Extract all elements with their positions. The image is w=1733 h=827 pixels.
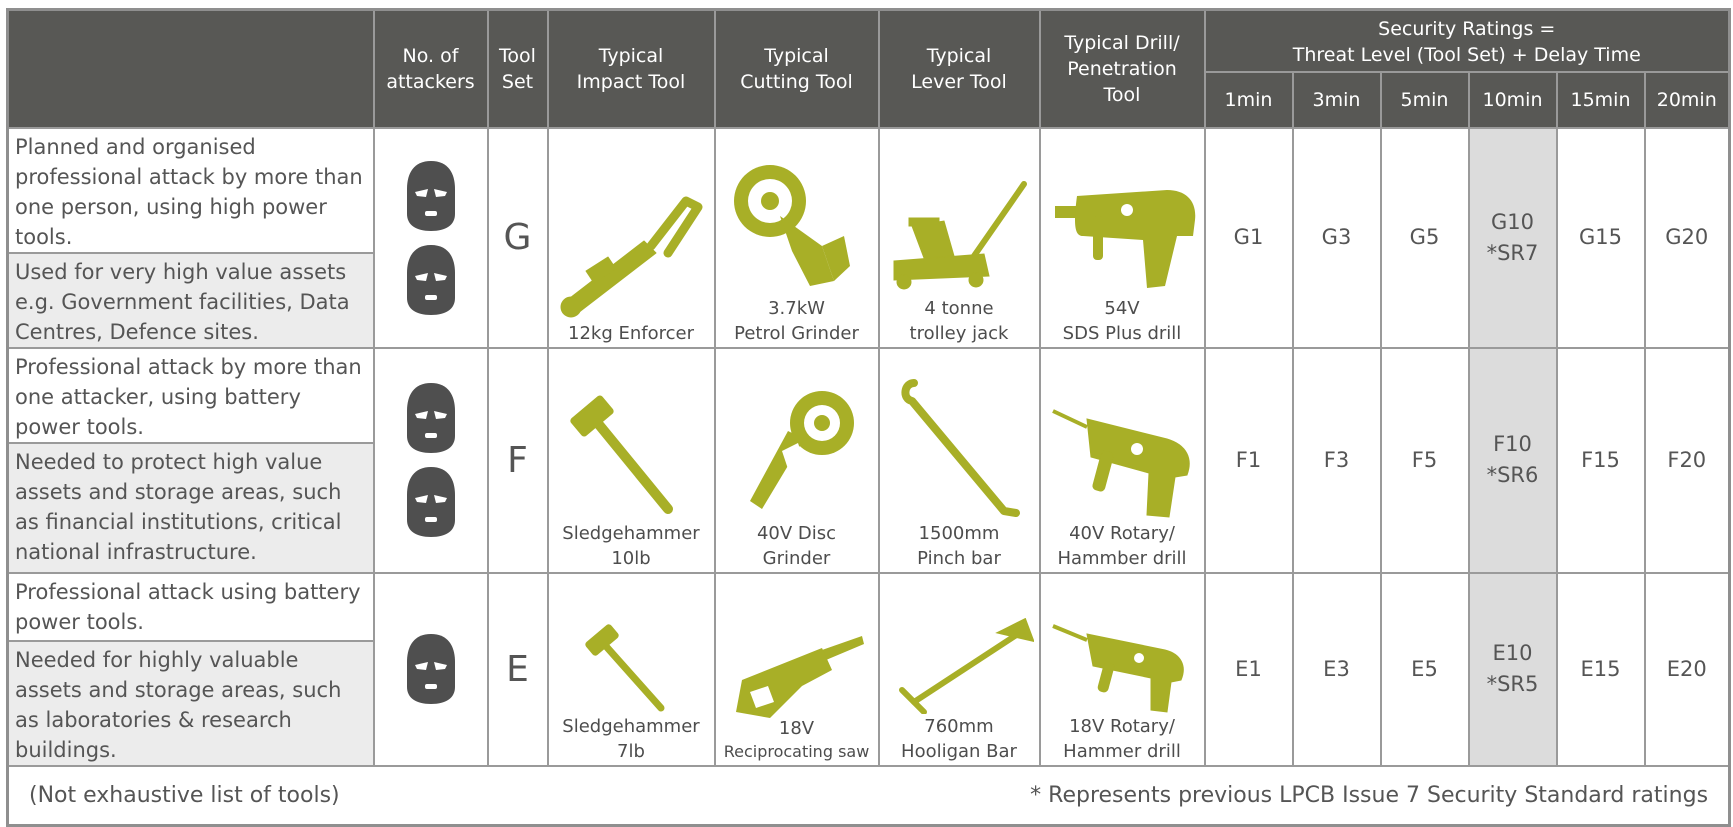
balaclava-icon <box>404 243 458 317</box>
rating-f-1min: F1 <box>1205 348 1293 573</box>
header-impact-tool: Typical Impact Tool <box>548 10 715 128</box>
header-minutes: 5min <box>1381 72 1469 128</box>
sledgehammer-icon <box>556 618 706 714</box>
row-g-usage: Used for very high value assets e.g. Government facilities, Data Centres, Defence sites. <box>8 253 374 348</box>
balaclava-icon <box>404 632 458 706</box>
header-description-blank <box>8 10 374 128</box>
rating-e-10min: E10 *SR5 <box>1469 573 1557 766</box>
rating-f-5min: F5 <box>1381 348 1469 573</box>
rating-e-1min: E1 <box>1205 573 1293 766</box>
row-f-attackers <box>374 348 488 573</box>
row-g-cutting-tool <box>715 128 879 348</box>
rotary-hammer-drill-icon <box>1047 618 1197 714</box>
rating-g-10min: G10 *SR7 <box>1469 128 1557 348</box>
header-minutes: 20min <box>1645 72 1730 128</box>
row-f-drill-caption: 40V Rotary/ Hammber drill <box>1057 522 1187 569</box>
row-f-toolset: F <box>488 348 548 573</box>
trolley-jack-icon <box>884 176 1034 296</box>
rotary-hammer-drill-icon <box>1047 401 1197 521</box>
row-g-attackers <box>374 128 488 348</box>
rating-g-3min: G3 <box>1293 128 1381 348</box>
row-f-description: Professional attack by more than one attacker, using battery power tools. <box>8 348 374 443</box>
header-attackers: No. of attackers <box>374 10 488 128</box>
row-e-lever-tool <box>879 573 1040 766</box>
balaclava-icon <box>404 381 458 455</box>
header-security-ratings: Security Ratings = Threat Level (Tool Set) + Delay Time <box>1205 10 1730 72</box>
row-e-impact-tool <box>548 573 715 766</box>
petrol-grinder-icon <box>722 156 872 296</box>
row-g-impact-caption: 12kg Enforcer <box>568 322 694 344</box>
rating-g-5min: G5 <box>1381 128 1469 348</box>
row-f-cutting-tool <box>715 348 879 573</box>
header-minutes: 10min <box>1469 72 1557 128</box>
table-footer <box>8 766 1730 826</box>
reciprocating-saw-icon <box>722 630 872 720</box>
rating-g-1min: G1 <box>1205 128 1293 348</box>
row-f-impact-caption: Sledgehammer 10lb <box>562 522 700 569</box>
row-e-drill-caption: 18V Rotary/ Hammer drill <box>1063 715 1181 762</box>
rating-g-15min: G15 <box>1557 128 1645 348</box>
row-e-toolset: E <box>488 573 548 766</box>
row-f-lever-caption: 1500mm Pinch bar <box>917 522 1001 569</box>
disc-grinder-icon <box>722 381 872 521</box>
rating-f-3min: F3 <box>1293 348 1381 573</box>
rating-g-20min: G20 <box>1645 128 1730 348</box>
row-g-impact-tool <box>548 128 715 348</box>
rating-e-15min: E15 <box>1557 573 1645 766</box>
header-minutes: 1min <box>1205 72 1293 128</box>
header-minutes: 3min <box>1293 72 1381 128</box>
hooligan-bar-icon <box>884 618 1034 714</box>
footer-note-left: (Not exhaustive list of tools) <box>29 782 340 808</box>
row-e-lever-caption: 760mm Hooligan Bar <box>901 715 1017 762</box>
row-g-drill-caption: 54V SDS Plus drill <box>1062 297 1182 344</box>
rating-f-15min: F15 <box>1557 348 1645 573</box>
header-drill-tool: Typical Drill/ Penetration Tool <box>1040 10 1205 128</box>
row-f-cutting-caption: 40V Disc Grinder <box>756 522 837 569</box>
enforcer-ram-icon <box>556 191 706 321</box>
row-f-lever-tool <box>879 348 1040 573</box>
rating-e-5min: E5 <box>1381 573 1469 766</box>
row-e-attackers <box>374 573 488 766</box>
row-e-drill-tool <box>1040 573 1205 766</box>
row-g-toolset: G <box>488 128 548 348</box>
rating-f-20min: F20 <box>1645 348 1730 573</box>
sds-drill-icon <box>1047 176 1197 296</box>
balaclava-icon <box>404 159 458 233</box>
row-g-drill-tool <box>1040 128 1205 348</box>
row-g-cutting-caption: 3.7kW Petrol Grinder <box>734 297 859 344</box>
row-g-lever-caption: 4 tonne trolley jack <box>909 297 1009 344</box>
rating-e-20min: E20 <box>1645 573 1730 766</box>
rating-e-3min: E3 <box>1293 573 1381 766</box>
row-e-impact-caption: Sledgehammer 7lb <box>562 715 700 762</box>
balaclava-icon <box>404 465 458 539</box>
row-e-description: Professional attack using battery power tools. <box>8 573 374 641</box>
header-toolset: Tool Set <box>488 10 548 128</box>
sledgehammer-icon <box>556 391 706 521</box>
row-f-drill-tool <box>1040 348 1205 573</box>
header-minutes: 15min <box>1557 72 1645 128</box>
pinch-bar-icon <box>884 371 1034 521</box>
row-e-cutting-tool <box>715 573 879 766</box>
header-cutting-tool: Typical Cutting Tool <box>715 10 879 128</box>
row-e-usage: Needed for highly valuable assets and storage areas, such as laboratories & research buildings. <box>8 641 374 766</box>
row-f-impact-tool <box>548 348 715 573</box>
footer-note-right: * Represents previous LPCB Issue 7 Security Standard ratings <box>1030 782 1709 808</box>
header-lever-tool: Typical Lever Tool <box>879 10 1040 128</box>
row-g-description: Planned and organised professional attack by more than one person, using high power tools. <box>8 128 374 253</box>
row-g-lever-tool <box>879 128 1040 348</box>
rating-f-10min: F10 *SR6 <box>1469 348 1557 573</box>
row-e-cutting-caption-top: 18V <box>778 717 815 739</box>
row-e-cutting-caption-bottom: Reciprocating saw <box>723 741 870 761</box>
security-ratings-table <box>6 8 1731 827</box>
row-f-usage: Needed to protect high value assets and storage areas, such as financial institutions, critical national infrastructure. <box>8 443 374 573</box>
